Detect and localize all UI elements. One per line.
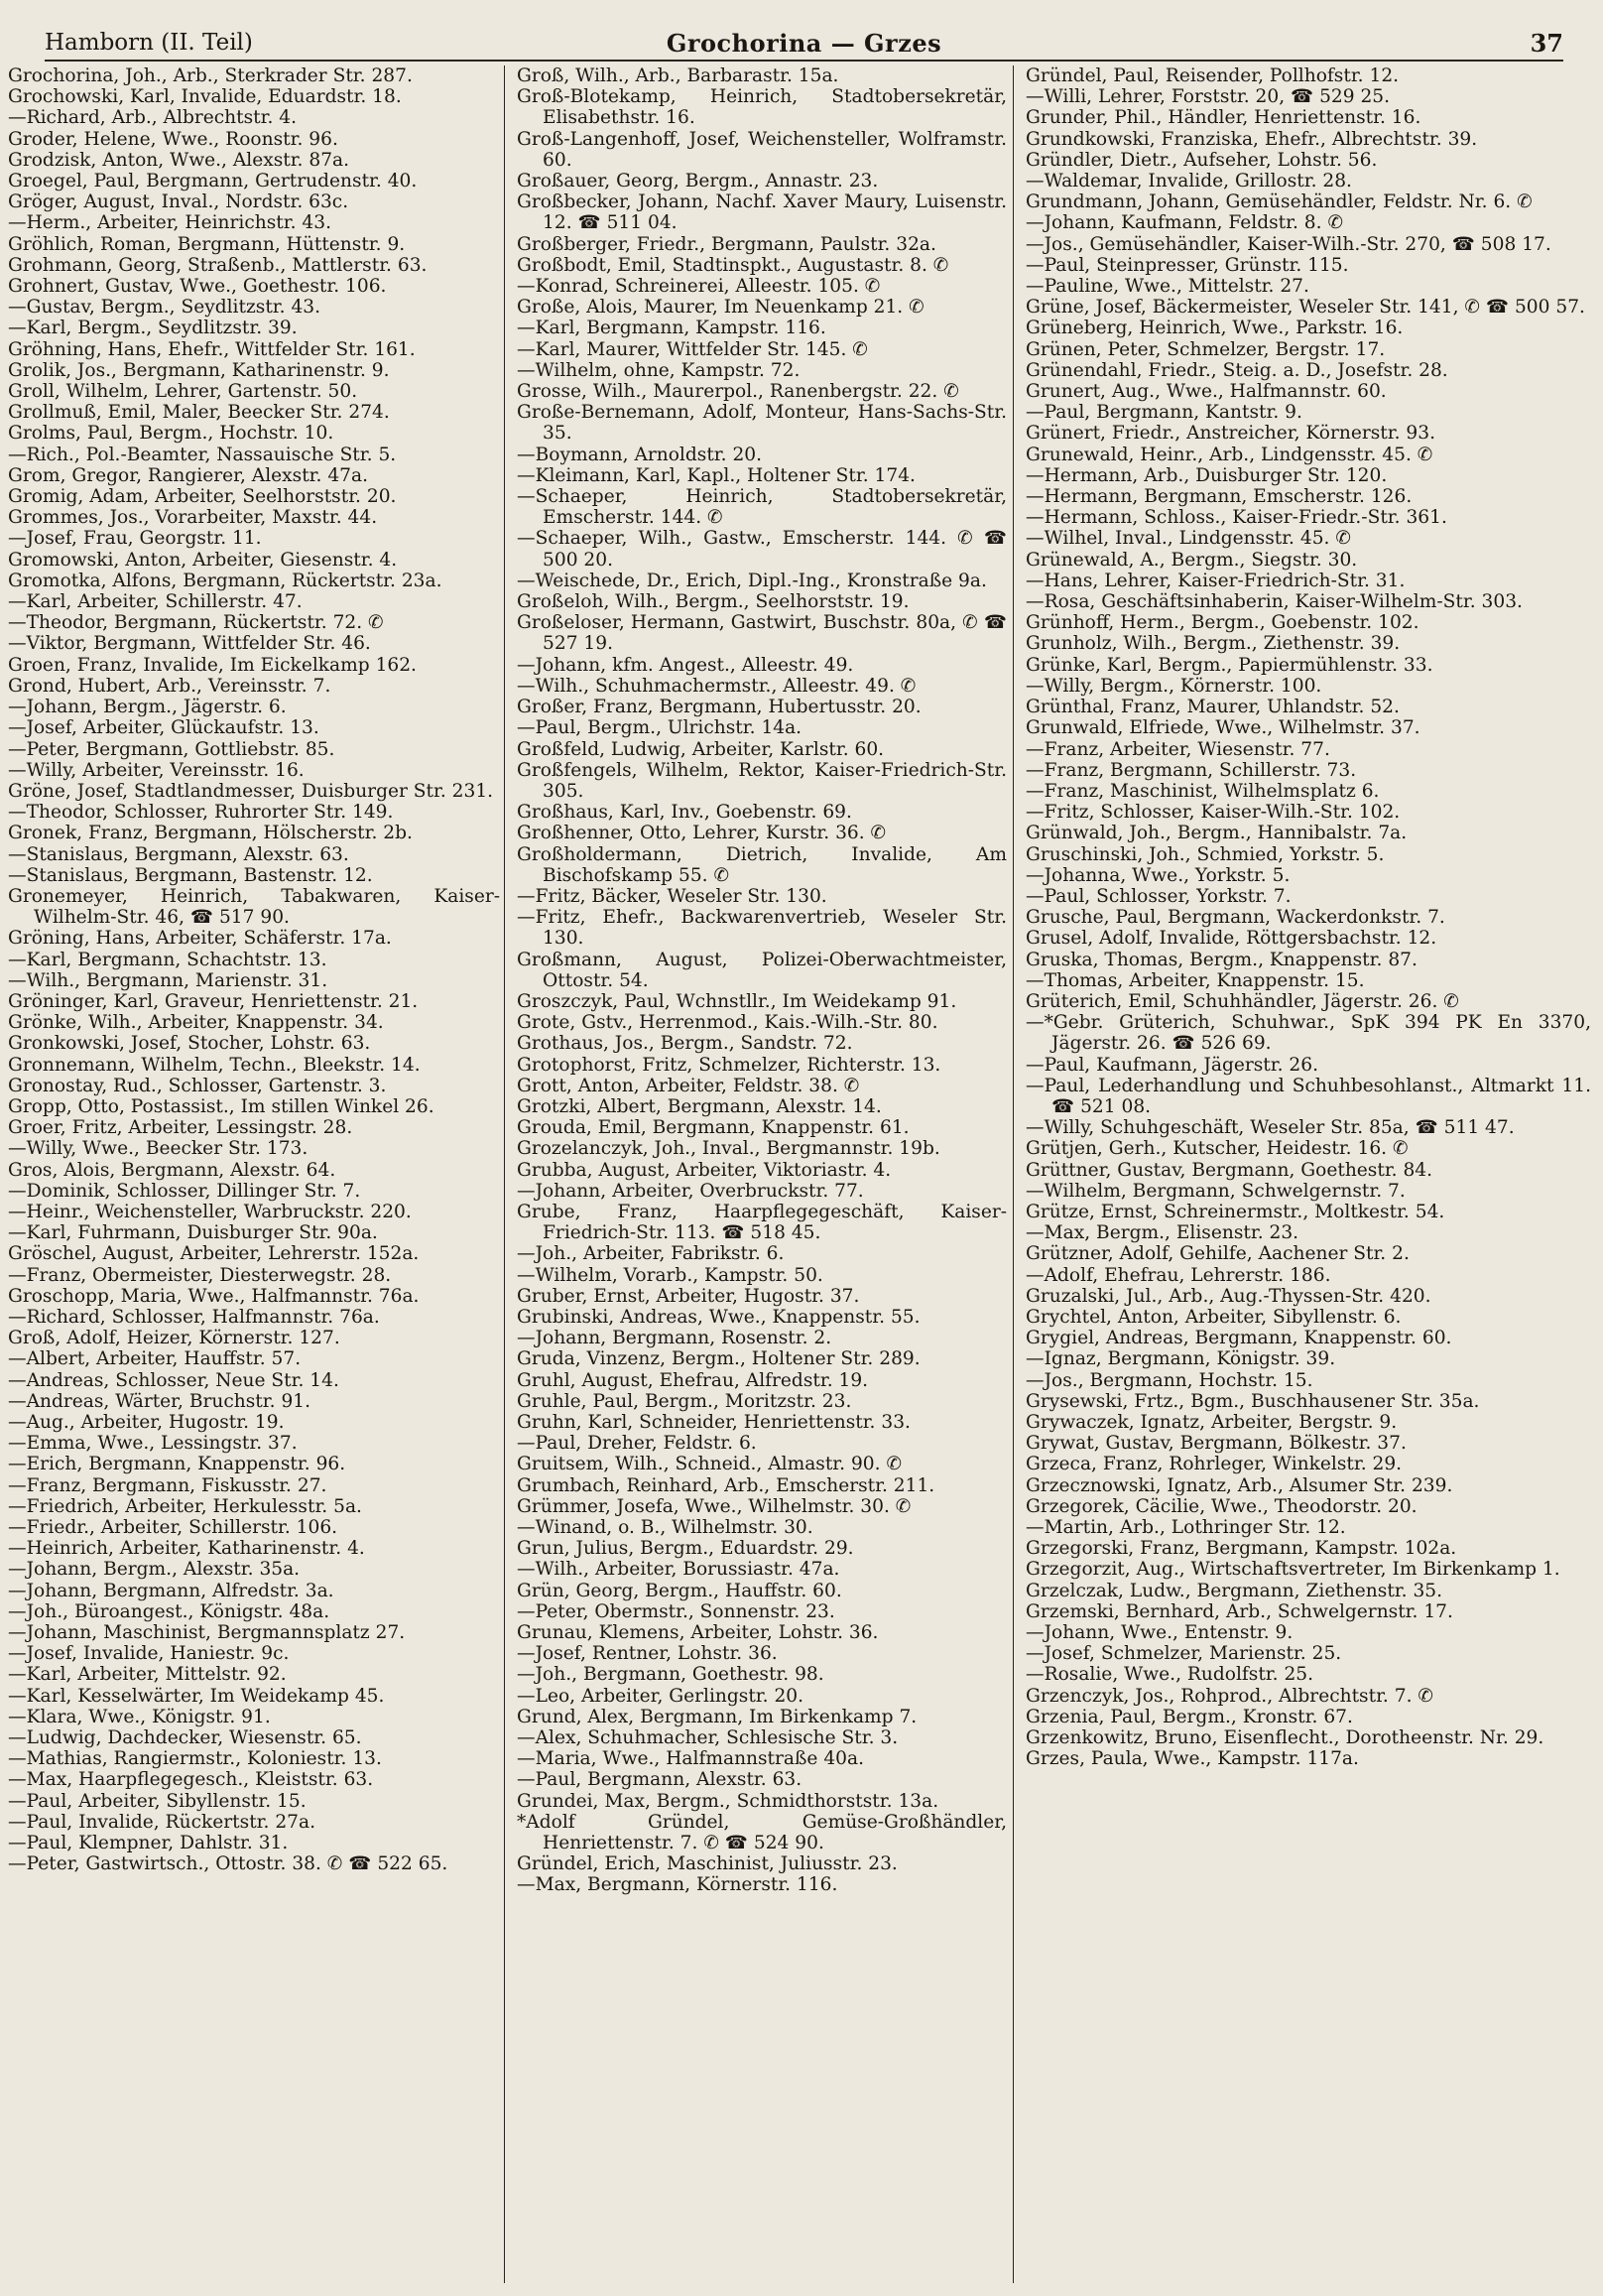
directory-entry: —Josef, Frau, Georgstr. 11. [8,528,262,550]
directory-entry: Grünke, Karl, Bergm., Papiermühlenstr. 33. [1026,654,1433,676]
directory-entry: Großfengels, Wilhelm, Rektor, Kaiser-Friedrich-Str. 305. [517,759,1007,802]
directory-entry: Grochorina, Joh., Arb., Sterkrader Str. 287. [8,65,413,86]
directory-entry: —Josef, Arbeiter, Glückaufstr. 13. [8,717,319,739]
directory-entry: —Johann, Bergm., Alexstr. 35a. [8,1559,301,1581]
directory-entry: Grzegorek, Cäcilie, Wwe., Theodorstr. 20. [1026,1495,1418,1517]
directory-entry: Groschopp, Maria, Wwe., Halfmannstr. 76a. [8,1285,420,1307]
directory-entry: Groder, Helene, Wwe., Roonstr. 96. [8,128,338,150]
directory-entry: Grusche, Paul, Bergmann, Wackerdonkstr. 7. [1026,907,1445,929]
directory-entry: Grohnert, Gustav, Wwe., Goethestr. 106. [8,276,387,298]
directory-entry: Gruschinski, Joh., Schmied, Yorkstr. 5. [1026,843,1385,865]
directory-entry: Grommes, Jos., Vorarbeiter, Maxstr. 44. [8,507,378,529]
directory-entry: Grzemski, Bernhard, Arb., Schwelgernstr. 17. [1026,1600,1453,1622]
directory-entry: —Mathias, Rangiermstr., Koloniestr. 13. [8,1748,382,1770]
directory-entry: —Martin, Arb., Lothringer Str. 12. [1026,1517,1346,1539]
directory-entry: Grzegorzit, Aug., Wirtschaftsvertreter, Im Birkenkamp 1. [1026,1559,1560,1581]
column-3 [1013,65,1593,2283]
directory-entry: Gruzalski, Jul., Arb., Aug.-Thyssen-Str. 420. [1026,1285,1431,1307]
directory-entry: —Paul, Bergmann, Kantstr. 9. [1026,402,1302,424]
directory-entry: Grolms, Paul, Bergm., Hochstr. 10. [8,423,334,445]
page-header [45,26,1563,62]
directory-entry: Gruitsem, Wilh., Schneid., Almastr. 90. ✆ [517,1454,903,1475]
directory-entry: —Josef, Rentner, Lohstr. 36. [517,1643,778,1665]
directory-entry: —Karl, Bergmann, Schachtstr. 13. [8,949,327,970]
directory-entry: Grzenia, Paul, Bergm., Kronstr. 67. [1026,1706,1353,1727]
directory-entry: —Max, Bergmann, Körnerstr. 116. [517,1874,838,1896]
directory-entry: —Hermann, Arb., Duisburger Str. 120. [1026,464,1388,486]
directory-entry: Grzes, Paula, Wwe., Kampstr. 117a. [1026,1748,1359,1770]
directory-entry: Großer, Franz, Bergmann, Hubertusstr. 20. [517,697,922,718]
directory-entry: Großeloser, Hermann, Gastwirt, Buschstr. 80a, ✆ ☎ 527 19. [517,612,1007,655]
directory-entry: —Josef, Invalide, Haniestr. 9c. [8,1643,290,1665]
directory-entry: Gröning, Hans, Arbeiter, Schäferstr. 17a. [8,928,392,950]
directory-entry: —Jos., Gemüsehändler, Kaiser-Wilh.-Str. 270, ☎ 508 17. [1026,233,1551,255]
directory-entry: Grützner, Adolf, Gehilfe, Aachener Str. 2. [1026,1243,1410,1265]
directory-entry: —Gustav, Bergm., Seydlitzstr. 43. [8,297,321,319]
directory-entry: Grzelczak, Ludw., Bergmann, Ziethenstr. 35. [1026,1580,1443,1601]
directory-entry: —Paul, Dreher, Feldstr. 6. [517,1433,757,1455]
directory-entry: —Ignaz, Bergmann, Königstr. 39. [1026,1348,1336,1370]
directory-entry: —Peter, Obermstr., Sonnenstr. 23. [517,1600,835,1622]
directory-entry: Grun, Julius, Bergm., Eduardstr. 29. [517,1538,854,1560]
directory-entry: Grollmuß, Emil, Maler, Beecker Str. 274. [8,402,390,424]
directory-entry: —Paul, Schlosser, Yorkstr. 7. [1026,885,1292,907]
directory-entry: —Paul, Steinpresser, Grünstr. 115. [1026,254,1349,276]
directory-entry: Grysewski, Frtz., Bgm., Buschhausener Str. 35a. [1026,1390,1480,1412]
directory-entry: —Peter, Bergmann, Gottliebstr. 85. [8,738,335,760]
directory-entry: Großhaus, Karl, Inv., Goebenstr. 69. [517,802,852,824]
directory-entry: —Joh., Büroangest., Königstr. 48a. [8,1600,330,1622]
directory-entry: Gruska, Thomas, Bergm., Knappenstr. 87. [1026,949,1418,970]
directory-entry: Grzegorski, Franz, Bergmann, Kampstr. 102a. [1026,1538,1457,1560]
directory-entry: —Fritz, Bäcker, Weseler Str. 130. [517,885,827,907]
directory-entry: —Karl, Fuhrmann, Duisburger Str. 90a. [8,1222,378,1244]
directory-entry: Gros, Alois, Bergmann, Alexstr. 64. [8,1159,336,1181]
directory-entry: Grünwald, Joh., Bergm., Hannibalstr. 7a. [1026,823,1408,844]
directory-entry: Großhenner, Otto, Lehrer, Kurstr. 36. ✆ [517,823,887,844]
directory-entry: —Pauline, Wwe., Mittelstr. 27. [1026,276,1309,298]
directory-entry: Gronnemann, Wilhelm, Techn., Bleekstr. 14. [8,1054,421,1076]
directory-entry: —Karl, Maurer, Wittfelder Str. 145. ✆ [517,338,868,360]
directory-entry: Groer, Fritz, Arbeiter, Lessingstr. 28. [8,1117,353,1139]
directory-entry: Grüneberg, Heinrich, Wwe., Parkstr. 16. [1026,318,1404,339]
directory-entry: Groen, Franz, Invalide, Im Eickelkamp 162. [8,654,417,676]
directory-entry: Grond, Hubert, Arb., Vereinsstr. 7. [8,675,331,697]
directory-entry: —Rich., Pol.-Beamter, Nassauische Str. 5. [8,444,397,465]
directory-entry: —Wilh., Arbeiter, Borussiastr. 47a. [517,1559,840,1581]
directory-entry: Grychtel, Anton, Arbeiter, Sibyllenstr. 6. [1026,1306,1402,1328]
directory-entry: —Erich, Bergmann, Knappenstr. 96. [8,1454,346,1475]
directory-entry: —Rosa, Geschäftsinhaberin, Kaiser-Wilhelm-Str. 303. [1026,591,1523,613]
directory-entry: —Johann, Wwe., Entenstr. 9. [1026,1622,1294,1644]
directory-entry: Groß-Langenhoff, Josef, Weichensteller, Wolframstr. 60. [517,128,1007,171]
directory-entry: —Willi, Lehrer, Forststr. 20, ☎ 529 25. [1026,86,1391,108]
directory-entry: —Willy, Wwe., Beecker Str. 173. [8,1138,308,1160]
directory-entry: Grohmann, Georg, Straßenb., Mattlerstr. 63. [8,254,428,276]
directory-entry: —Max, Bergm., Elisenstr. 23. [1026,1222,1299,1244]
directory-entry: Groll, Wilhelm, Lehrer, Gartenstr. 50. [8,381,358,403]
directory-entry: Grzenczyk, Jos., Rohprod., Albrechtstr. 7. ✆ [1026,1685,1433,1707]
directory-entry: Grusel, Adolf, Invalide, Röttgersbachstr. 12. [1026,928,1437,950]
section-title: Hamborn (II. Teil) [45,30,253,56]
directory-entry: Gröhning, Hans, Ehefr., Wittfelder Str. 161. [8,338,416,360]
directory-entry: —Paul, Lederhandlung und Schuhbesohlanst., Altmarkt 11. ☎ 521 08. [1026,1075,1591,1117]
directory-entry: Grolik, Jos., Bergmann, Katharinenstr. 9. [8,359,390,381]
directory-entry: —Willy, Schuhgeschäft, Weseler Str. 85a, ☎ 511 47. [1026,1117,1515,1139]
directory-entry: Grund, Alex, Bergmann, Im Birkenkamp 7. [517,1706,918,1727]
directory-entry: Grotzki, Albert, Bergmann, Alexstr. 14. [517,1095,882,1117]
directory-entry: Gröne, Josef, Stadtlandmesser, Duisburger Str. 231. [8,780,494,802]
directory-entry: —Andreas, Schlosser, Neue Str. 14. [8,1369,339,1391]
directory-entry: —Franz, Maschinist, Wilhelmsplatz 6. [1026,780,1380,802]
directory-entry: Grywat, Gustav, Bergmann, Bölkestr. 37. [1026,1433,1407,1455]
directory-entry: —Aug., Arbeiter, Hugostr. 19. [8,1412,285,1433]
directory-entry: —Theodor, Bergmann, Rückertstr. 72. ✆ [8,612,384,634]
directory-entry: Groszczyk, Paul, Wchnstllr., Im Weidekamp 91. [517,990,957,1012]
directory-entry: Gründler, Dietr., Aufseher, Lohstr. 56. [1026,149,1378,171]
directory-entry: —Herm., Arbeiter, Heinrichstr. 43. [8,212,331,234]
directory-entry: Grzeca, Franz, Rohrleger, Winkelstr. 29. [1026,1454,1403,1475]
directory-entry: Gröschel, August, Arbeiter, Lehrerstr. 152a. [8,1243,420,1265]
directory-entry: Gropp, Otto, Postassist., Im stillen Winkel 26. [8,1095,434,1117]
directory-entry: Gruhl, August, Ehefrau, Alfredstr. 19. [517,1369,869,1391]
directory-entry: —Karl, Kesselwärter, Im Weidekamp 45. [8,1685,385,1707]
directory-entry: Gruhle, Paul, Bergm., Moritzstr. 23. [517,1390,852,1412]
directory-entry: —Andreas, Wärter, Bruchstr. 91. [8,1390,311,1412]
directory-entry: Grom, Gregor, Rangierer, Alexstr. 47a. [8,464,368,486]
directory-entry: Grunau, Klemens, Arbeiter, Lohstr. 36. [517,1622,879,1644]
directory-entry: Gronemeyer, Heinrich, Tabakwaren, Kaiser-Wilhelm-Str. 46, ☎ 517 90. [8,885,500,929]
directory-entry: —Viktor, Bergmann, Wittfelder Str. 46. [8,633,371,655]
directory-entry: Grywaczek, Ignatz, Arbeiter, Bergstr. 9. [1026,1412,1398,1433]
directory-entry: —Thomas, Arbeiter, Knappenstr. 15. [1026,969,1365,991]
directory-entry: Grothaus, Jos., Bergm., Sandstr. 72. [517,1033,853,1055]
directory-entry: —Fritz, Schlosser, Kaiser-Wilh.-Str. 102. [1026,802,1401,824]
directory-entry: Grote, Gstv., Herrenmod., Kais.-Wilh.-Str. 80. [517,1012,938,1034]
directory-entry: Gruhn, Karl, Schneider, Henriettenstr. 33. [517,1412,911,1433]
directory-entry: Großholdermann, Dietrich, Invalide, Am Bischofskamp 55. ✆ [517,843,1007,886]
directory-entry: —Boymann, Arnoldstr. 20. [517,444,763,465]
directory-entry: Gromotka, Alfons, Bergmann, Rückertstr. 23a. [8,570,442,591]
directory-entry: —Friedrich, Arbeiter, Herkulesstr. 5a. [8,1495,362,1517]
directory-entry: —Paul, Bergm., Ulrichstr. 14a. [517,717,802,739]
directory-entry: Grunewald, Heinr., Arb., Lindgensstr. 45. ✆ [1026,444,1433,465]
directory-entry: Grumbach, Reinhard, Arb., Emscherstr. 211. [517,1474,935,1496]
directory-entry: Grouda, Emil, Bergmann, Knappenstr. 61. [517,1117,910,1139]
directory-entry: —Johann, kfm. Angest., Alleestr. 49. [517,654,854,676]
directory-entry: Großauer, Georg, Bergm., Annastr. 23. [517,171,879,192]
directory-entry: —Johann, Bergmann, Rosenstr. 2. [517,1328,832,1349]
directory-entry: Gruber, Ernst, Arbeiter, Hugostr. 37. [517,1285,860,1307]
page-number: 37 [1530,28,1563,58]
directory-entry: —Franz, Bergmann, Fiskusstr. 27. [8,1474,327,1496]
directory-entry: Grochowski, Karl, Invalide, Eduardstr. 18. [8,86,402,108]
directory-entry: —Richard, Arb., Albrechtstr. 4. [8,107,298,129]
directory-entry: —Franz, Obermeister, Diesterwegstr. 28. [8,1264,392,1286]
directory-entry: Grott, Anton, Arbeiter, Feldstr. 38. ✆ [517,1075,860,1096]
directory-entry: —Wilh., Schuhmachermstr., Alleestr. 49. ✆ [517,675,917,697]
directory-entry: Grünendahl, Friedr., Steig. a. D., Josefstr. 28. [1026,359,1448,381]
directory-entry: —Peter, Gastwirtsch., Ottostr. 38. ✆ ☎ 522 65. [8,1853,448,1875]
directory-entry: Großeloh, Wilh., Bergm., Seelhorststr. 19. [517,591,910,613]
directory-entry: —Adolf, Ehefrau, Lehrerstr. 186. [1026,1264,1331,1286]
directory-entry: Großmann, August, Polizei-Oberwachtmeister, Ottostr. 54. [517,949,1007,991]
directory-entry: Grünthal, Franz, Maurer, Uhlandstr. 52. [1026,697,1400,718]
directory-entry: —Alex, Schuhmacher, Schlesische Str. 3. [517,1727,899,1749]
directory-entry: —Heinr., Weichensteller, Warbruckstr. 220. [8,1201,412,1222]
directory-entry: —Johann, Bergm., Jägerstr. 6. [8,697,287,718]
directory-entry: Grozelanczyk, Joh., Inval., Bergmannstr. 19b. [517,1138,940,1160]
column-2 [504,65,1013,2283]
directory-entry: Groß, Wilh., Arb., Barbarastr. 15a. [517,65,839,86]
directory-entry: —Dominik, Schlosser, Dillinger Str. 7. [8,1180,361,1202]
directory-entry: —Friedr., Arbeiter, Schillerstr. 106. [8,1517,338,1539]
directory-entry: Großbodt, Emil, Stadtinspkt., Augustastr. 8. ✆ [517,254,949,276]
directory-entry: —Johann, Kaufmann, Feldstr. 8. ✆ [1026,212,1344,234]
directory-entry: —*Gebr. Grüterich, Schuhwar., SpK 394 PK En 3370, Jägerstr. 26. ☎ 526 69. [1026,1012,1591,1055]
directory-entry: Grünhoff, Herm., Bergm., Goebenstr. 102. [1026,612,1419,634]
column-1 [6,65,504,2283]
directory-entry: Grundmann, Johann, Gemüsehändler, Feldstr. Nr. 6. ✆ [1026,191,1533,213]
directory-entry: *Adolf Gründel, Gemüse-Großhändler, Henriettenstr. 7. ✆ ☎ 524 90. [517,1811,1007,1854]
directory-entry: —Paul, Invalide, Rückertstr. 27a. [8,1811,315,1833]
directory-entry: Grünert, Friedr., Anstreicher, Körnerstr. 93. [1026,423,1436,445]
directory-entry: —Karl, Arbeiter, Mittelstr. 92. [8,1664,287,1686]
directory-entry: —Stanislaus, Bergmann, Alexstr. 63. [8,843,349,865]
directory-entry: —Wilhelm, Bergmann, Schwelgernstr. 7. [1026,1180,1406,1202]
name-range: Grochorina — Grzes [666,28,942,58]
directory-entry: Großbecker, Johann, Nachf. Xaver Maury, Luisenstr. 12. ☎ 511 04. [517,191,1007,234]
directory-entry: Grundkowski, Franziska, Ehefr., Albrechtstr. 39. [1026,128,1478,150]
directory-entry: —Emma, Wwe., Lessingstr. 37. [8,1433,298,1455]
directory-entry: Große, Alois, Maurer, Im Neuenkamp 21. ✆ [517,297,925,319]
directory-entry: Grunder, Phil., Händler, Henriettenstr. 16. [1026,107,1421,129]
directory-entry: Gröhlich, Roman, Bergmann, Hüttenstr. 9. [8,233,406,255]
directory-entry: Gröger, August, Inval., Nordstr. 63c. [8,191,349,213]
directory-entry: —Johann, Bergmann, Alfredstr. 3a. [8,1580,334,1601]
directory-entry: Grönke, Wilh., Arbeiter, Knappenstr. 34. [8,1012,384,1034]
directory-entry: —Willy, Arbeiter, Vereinsstr. 16. [8,759,305,781]
directory-entry: —Stanislaus, Bergmann, Bastenstr. 12. [8,864,373,886]
directory-entry: Grünen, Peter, Schmelzer, Bergstr. 17. [1026,338,1386,360]
directory-entry: Grüttner, Gustav, Bergmann, Goethestr. 84. [1026,1159,1433,1181]
directory-entry: Grotophorst, Fritz, Schmelzer, Richterstr. 13. [517,1054,941,1076]
directory-entry: —Hermann, Schloss., Kaiser-Friedr.-Str. 361. [1026,507,1447,529]
directory-entry: Großfeld, Ludwig, Arbeiter, Karlstr. 60. [517,738,885,760]
directory-entry: —Wilhelm, Vorarb., Kampstr. 50. [517,1264,823,1286]
directory-entry: Gründel, Paul, Reisender, Pollhofstr. 12. [1026,65,1400,86]
directory-entry: —Wilh., Bergmann, Marienstr. 31. [8,969,328,991]
directory-entry: —Joh., Bergmann, Goethestr. 98. [517,1664,824,1686]
directory-entry: —Schaeper, Wilh., Gastw., Emscherstr. 144. ✆ ☎ 500 20. [517,528,1007,571]
directory-entry: Grün, Georg, Bergm., Hauffstr. 60. [517,1580,842,1601]
directory-entry: —Schaeper, Heinrich, Stadtobersekretär, Emscherstr. 144. ✆ [517,486,1007,529]
directory-entry: Gruda, Vinzenz, Bergm., Holtener Str. 289. [517,1348,921,1370]
directory-entry: —Franz, Arbeiter, Wiesenstr. 77. [1026,738,1330,760]
directory-entry: —Wilhel, Inval., Lindgensstr. 45. ✆ [1026,528,1351,550]
directory-columns [6,65,1593,2283]
directory-entry: Grütjen, Gerh., Kutscher, Heidestr. 16. ✆ [1026,1138,1409,1160]
directory-entry: —Winand, o. B., Wilhelmstr. 30. [517,1517,813,1539]
directory-entry: —Karl, Bergmann, Kampstr. 116. [517,318,826,339]
directory-entry: —Jos., Bergmann, Hochstr. 15. [1026,1369,1313,1391]
directory-entry: Grunert, Aug., Wwe., Halfmannstr. 60. [1026,381,1387,403]
directory-entry: —Albert, Arbeiter, Hauffstr. 57. [8,1348,302,1370]
directory-entry: Groß-Blotekamp, Heinrich, Stadtobersekretär, Elisabethstr. 16. [517,86,1007,129]
directory-entry: —Johanna, Wwe., Yorkstr. 5. [1026,864,1291,886]
directory-entry: —Maria, Wwe., Halfmannstraße 40a. [517,1748,864,1770]
directory-entry: Grzenkowitz, Bruno, Eisenflecht., Dorotheenstr. Nr. 29. [1026,1727,1544,1749]
directory-entry: —Heinrich, Arbeiter, Katharinenstr. 4. [8,1538,365,1560]
directory-entry: Grunwald, Elfriede, Wwe., Wilhelmstr. 37. [1026,717,1420,739]
directory-entry: —Paul, Klempner, Dahlstr. 31. [8,1833,289,1854]
directory-entry: Gründel, Erich, Maschinist, Juliusstr. 23. [517,1853,898,1875]
directory-entry: —Karl, Bergm., Seydlitzstr. 39. [8,318,298,339]
directory-entry: —Leo, Arbeiter, Gerlingstr. 20. [517,1685,804,1707]
directory-entry: —Paul, Kaufmann, Jägerstr. 26. [1026,1054,1319,1076]
directory-entry: —Johann, Maschinist, Bergmannsplatz 27. [8,1622,406,1644]
directory-entry: Grundei, Max, Bergm., Schmidthorststr. 13a. [517,1790,939,1812]
directory-entry: —Willy, Bergm., Körnerstr. 100. [1026,675,1322,697]
directory-entry: —Waldemar, Invalide, Grillostr. 28. [1026,171,1352,192]
directory-entry: —Paul, Arbeiter, Sibyllenstr. 15. [8,1790,307,1812]
directory-entry: —Paul, Bergmann, Alexstr. 63. [517,1769,802,1791]
directory-entry: —Kleimann, Karl, Kapl., Holtener Str. 174. [517,464,916,486]
directory-entry: Groegel, Paul, Bergmann, Gertrudenstr. 40. [8,171,418,192]
directory-entry: —Weischede, Dr., Erich, Dipl.-Ing., Kronstraße 9a. [517,570,987,591]
directory-entry: —Johann, Arbeiter, Overbruckstr. 77. [517,1180,864,1202]
directory-entry: Grünewald, A., Bergm., Siegstr. 30. [1026,549,1358,571]
directory-entry: —Joh., Arbeiter, Fabrikstr. 6. [517,1243,785,1265]
directory-entry: Grodzisk, Anton, Wwe., Alexstr. 87a. [8,149,350,171]
directory-entry: Grüne, Josef, Bäckermeister, Weseler Str. 141, ✆ ☎ 500 57. [1026,297,1585,319]
directory-entry: Gronek, Franz, Bergmann, Hölscherstr. 2b. [8,823,413,844]
directory-entry: —Hermann, Bergmann, Emscherstr. 126. [1026,486,1413,508]
directory-entry: Gromowski, Anton, Arbeiter, Giesenstr. 4. [8,549,398,571]
directory-entry: Grube, Franz, Haarpflegegeschäft, Kaiser-Friedrich-Str. 113. ☎ 518 45. [517,1201,1007,1244]
directory-entry: —Max, Haarpflegegesch., Kleiststr. 63. [8,1769,374,1791]
directory-entry: Grzecznowski, Ignatz, Arb., Alsumer Str. 239. [1026,1474,1453,1496]
directory-entry: Grubba, August, Arbeiter, Viktoriastr. 4. [517,1159,892,1181]
directory-entry: Grümmer, Josefa, Wwe., Wilhelmstr. 30. ✆ [517,1495,912,1517]
directory-entry: Grüterich, Emil, Schuhhändler, Jägerstr. 26. ✆ [1026,990,1459,1012]
directory-entry: —Hans, Lehrer, Kaiser-Friedrich-Str. 31. [1026,570,1406,591]
directory-entry: —Franz, Bergmann, Schillerstr. 73. [1026,759,1357,781]
directory-entry: Gronostay, Rud., Schlosser, Gartenstr. 3. [8,1075,387,1096]
directory-entry: —Rosalie, Wwe., Rudolfstr. 25. [1026,1664,1314,1686]
directory-entry: Gromig, Adam, Arbeiter, Seelhorststr. 20. [8,486,397,508]
directory-entry: —Konrad, Schreinerei, Alleestr. 105. ✆ [517,276,881,298]
directory-entry: Gronkowski, Josef, Stocher, Lohstr. 63. [8,1033,371,1055]
directory-entry: —Karl, Arbeiter, Schillerstr. 47. [8,591,303,613]
directory-entry: Grunholz, Wilh., Bergm., Ziethenstr. 39. [1026,633,1401,655]
directory-entry: —Ludwig, Dachdecker, Wiesenstr. 65. [8,1727,362,1749]
directory-entry: Große-Bernemann, Adolf, Monteur, Hans-Sachs-Str. 35. [517,402,1007,445]
directory-entry: Großberger, Friedr., Bergmann, Paulstr. 32a. [517,233,936,255]
directory-entry: —Theodor, Schlosser, Ruhrorter Str. 149. [8,802,394,824]
directory-entry: —Richard, Schlosser, Halfmannstr. 76a. [8,1306,380,1328]
directory-entry: Grütze, Ernst, Schreinermstr., Moltkestr. 54. [1026,1201,1445,1222]
directory-entry: Gröninger, Karl, Graveur, Henriettenstr. 21. [8,990,419,1012]
directory-entry: Grygiel, Andreas, Bergmann, Knappenstr. 60. [1026,1328,1452,1349]
directory-entry: —Klara, Wwe., Königstr. 91. [8,1706,271,1727]
directory-entry: —Fritz, Ehefr., Backwarenvertrieb, Weseler Str. 130. [517,907,1007,950]
directory-entry: —Josef, Schmelzer, Marienstr. 25. [1026,1643,1342,1665]
directory-entry: Grosse, Wilh., Maurerpol., Ranenbergstr. 22. ✆ [517,381,959,403]
directory-entry: —Wilhelm, ohne, Kampstr. 72. [517,359,801,381]
directory-entry: Grubinski, Andreas, Wwe., Knappenstr. 55. [517,1306,921,1328]
directory-entry: Groß, Adolf, Heizer, Körnerstr. 127. [8,1328,340,1349]
